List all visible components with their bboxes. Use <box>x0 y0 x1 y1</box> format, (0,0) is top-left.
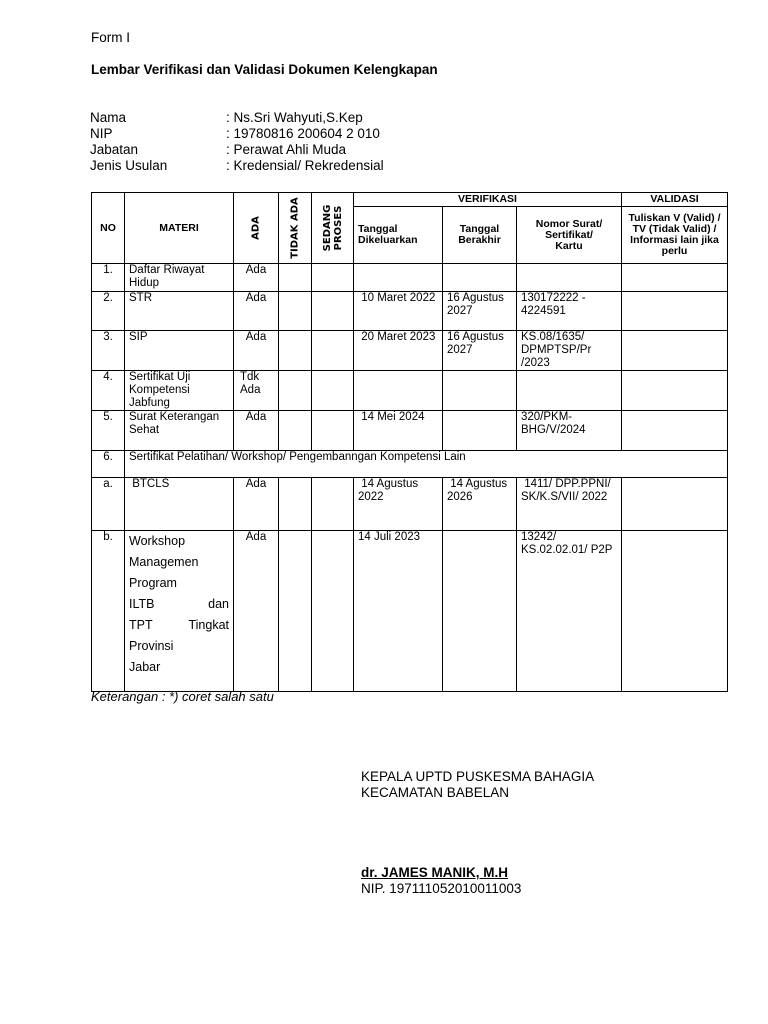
row-no: 3. <box>92 331 125 371</box>
nip-value: : 19780816 200604 2 010 <box>226 126 380 141</box>
row-ada: Ada <box>234 478 279 531</box>
row-no: 2. <box>92 292 125 331</box>
document-title: Lembar Verifikasi dan Validasi Dokumen Kelengkapan <box>91 62 438 77</box>
row-tgl-keluar: 14 Juli 2023 <box>354 531 443 692</box>
header-nomor-surat: Nomor Surat/ Sertifikat/ Kartu <box>517 207 622 264</box>
header-ada: ADA <box>234 193 279 264</box>
header-tanggal-berakhir: Tanggal Berakhir <box>443 207 517 264</box>
table-row <box>92 411 728 451</box>
verification-table <box>91 192 728 692</box>
row-tgl-akhir: 16 Agustus 2027 <box>443 292 517 331</box>
nip-label: NIP <box>90 126 113 141</box>
row-ada: Ada <box>234 264 279 292</box>
section-no: 6. <box>92 451 125 478</box>
row-ada: Ada <box>234 292 279 331</box>
table-row <box>92 371 728 411</box>
jabatan-value: : Perawat Ahli Muda <box>226 142 347 157</box>
row-materi: SIP <box>125 331 234 371</box>
row-tgl-akhir: 14 Agustus 2026 <box>443 478 517 531</box>
row-nomor: 13242/ KS.02.02.01/ P2P <box>517 531 622 692</box>
table-row <box>92 264 728 292</box>
row-nomor: 320/PKM-BHG/V/2024 <box>517 411 622 451</box>
table-row <box>92 531 728 692</box>
row-tgl-keluar <box>354 264 443 292</box>
row-materi: BTCLS <box>125 478 234 531</box>
row-no: 1. <box>92 264 125 292</box>
signature-title-line1: KEPALA UPTD PUSKESMA BAHAGIA <box>361 769 595 784</box>
header-validasi: VALIDASI <box>622 193 728 207</box>
header-sedang-proses: SEDANG PROSES <box>312 193 354 264</box>
row-tgl-akhir <box>443 531 517 692</box>
row-tgl-akhir: 16 Agustus 2027 <box>443 331 517 371</box>
row-no: 5. <box>92 411 125 451</box>
table-row <box>92 478 728 531</box>
row-no: 4. <box>92 371 125 411</box>
row-nomor <box>517 264 622 292</box>
name-label: Nama <box>90 110 127 125</box>
row-tgl-keluar: 14 Agustus 2022 <box>354 478 443 531</box>
row-ada: Ada <box>234 411 279 451</box>
header-validasi-note: Tuliskan V (Valid) / TV (Tidak Valid) / Informasi lain jika perlu <box>622 207 728 264</box>
header-tidak-ada: TIDAK ADA <box>279 193 312 264</box>
row-materi: STR <box>125 292 234 331</box>
row-no: b. <box>92 531 125 692</box>
row-tgl-akhir <box>443 411 517 451</box>
row-tgl-keluar: 10 Maret 2022 <box>354 292 443 331</box>
row-tgl-keluar <box>354 371 443 411</box>
jabatan-label: Jabatan <box>90 142 139 157</box>
header-verifikasi: VERIFIKASI <box>354 193 622 207</box>
signatory-name: dr. JAMES MANIK, M.H <box>361 865 509 880</box>
row-nomor: KS.08/1635/ DPMPTSP/Pr /2023 <box>517 331 622 371</box>
row-no: a. <box>92 478 125 531</box>
row-nomor: 1411/ DPP.PPNI/ SK/K.S/VII/ 2022 <box>517 478 622 531</box>
row-tgl-akhir <box>443 371 517 411</box>
header-tanggal-dikeluarkan: Tanggal Dikeluarkan <box>354 207 443 264</box>
row-tgl-keluar: 14 Mei 2024 <box>354 411 443 451</box>
signature-title-line2: KECAMATAN BABELAN <box>361 785 510 800</box>
header-materi: MATERI <box>125 193 234 264</box>
keterangan-note: Keterangan : *) coret salah satu <box>91 689 274 704</box>
header-no: NO <box>92 193 125 264</box>
section-row <box>92 451 728 478</box>
row-nomor: 130172222 - 4224591 <box>517 292 622 331</box>
row-materi: Surat Keterangan Sehat <box>125 411 234 451</box>
jenis-usulan-label: Jenis Usulan <box>90 158 168 173</box>
table-row <box>92 292 728 331</box>
row-materi: Sertifikat Uji Kompetensi Jabfung <box>125 371 234 411</box>
row-ada: Tdk Ada <box>234 371 279 411</box>
row-tgl-akhir <box>443 264 517 292</box>
signatory-nip: NIP. 197111052010011003 <box>361 881 522 896</box>
row-ada: Ada <box>234 531 279 692</box>
row-ada: Ada <box>234 331 279 371</box>
name-value: : Ns.Sri Wahyuti,S.Kep <box>226 110 363 125</box>
row-tgl-keluar: 20 Maret 2023 <box>354 331 443 371</box>
form-label: Form I <box>91 30 130 45</box>
section-title: Sertifikat Pelatihan/ Workshop/ Pengembanngan Kompetensi Lain <box>125 451 728 478</box>
jenis-usulan-value: : Kredensial/ Rekredensial <box>226 158 384 173</box>
table-row <box>92 331 728 371</box>
row-materi: Workshop Managemen Program ILTB dan TPT Tingkat Provinsi Jabar <box>125 531 234 692</box>
row-materi: Daftar Riwayat Hidup <box>125 264 234 292</box>
row-nomor <box>517 371 622 411</box>
